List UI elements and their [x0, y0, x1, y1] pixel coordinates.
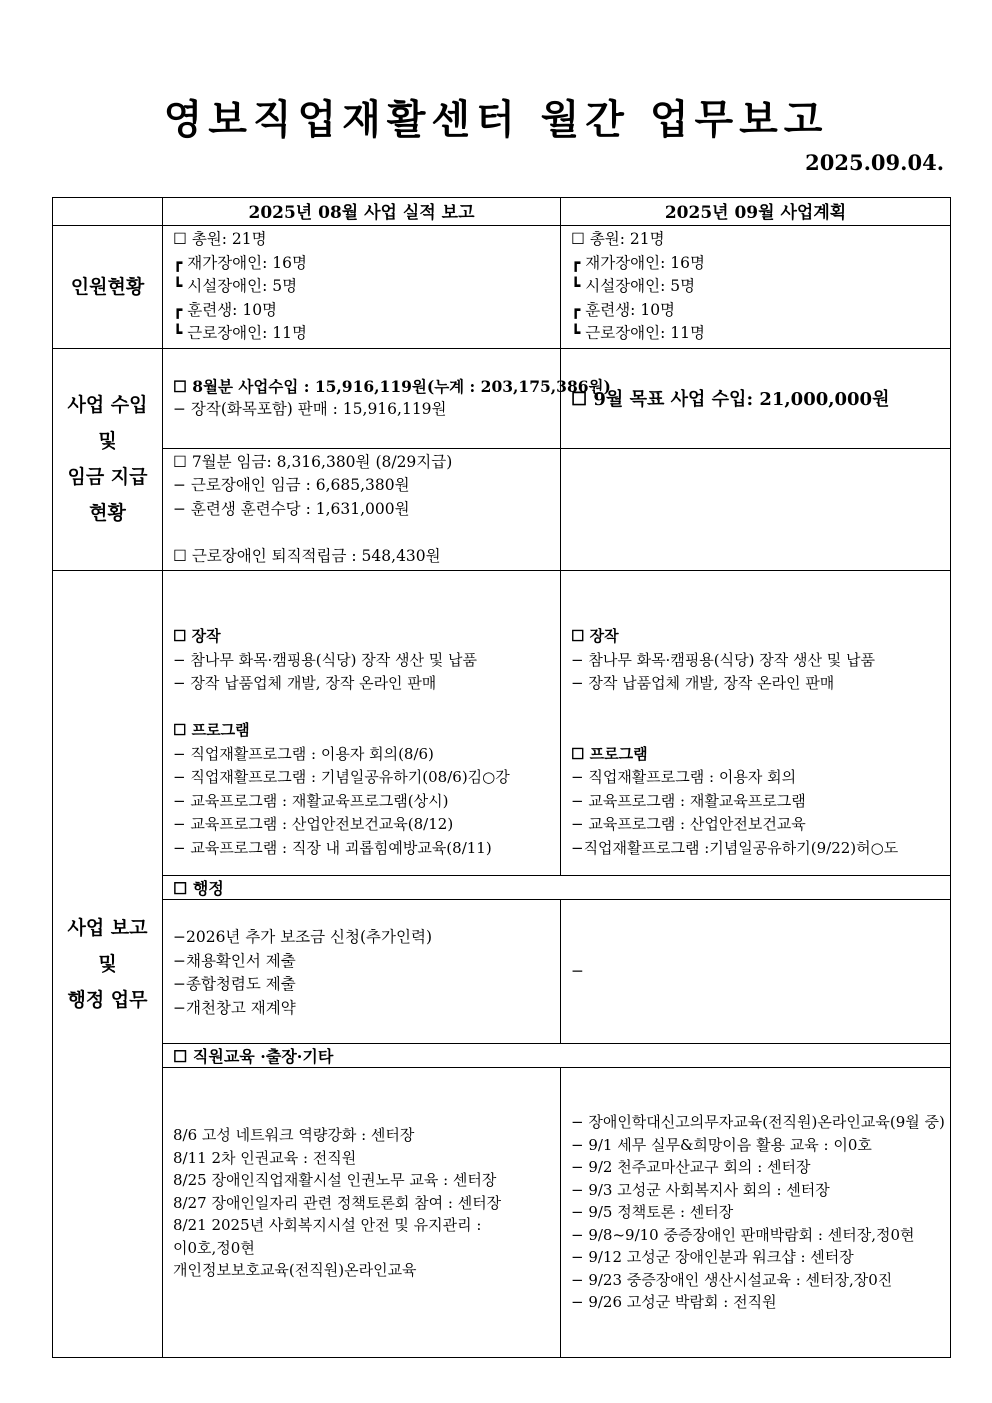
text-line: 사업 보고 — [67, 916, 148, 939]
text-line: −개천창고 재계약 — [173, 998, 296, 1017]
text-line: ┏ 재가장애인: 16명 — [173, 253, 307, 272]
text-line: ☐ 총원: 21명 — [571, 230, 665, 248]
text-line: −2026년 추가 보조금 신청(추가인력) — [173, 928, 432, 946]
text-line: ☐ 프로그램 — [571, 744, 648, 763]
work-sep — [561, 571, 951, 876]
text-line: − 9/5 정책토론 : 센터장 — [571, 1203, 734, 1221]
text-line: ☐ 7월분 임금: 8,316,380원 (8/29지급) — [173, 452, 453, 471]
text-line — [571, 719, 940, 743]
income-aug-wage — [163, 448, 561, 571]
text-line: − 장작 납품업체 개발, 장작 온라인 판매 — [173, 674, 437, 692]
staff-label: 인원현황 — [53, 226, 163, 349]
text-line: − 교육프로그램 : 직장 내 괴롭힘예방교육(8/11) — [173, 838, 492, 857]
text-line: − 교육프로그램 : 산업안전보건교육(8/12) — [173, 815, 454, 833]
text-line — [173, 696, 550, 720]
text-line: ┏ 훈련생: 10명 — [571, 300, 676, 319]
text-line: ☐ 프로그램 — [173, 721, 250, 739]
text-line: ☐ 근로장애인 퇴직적립금 : 548,430원 — [173, 546, 441, 565]
text-line: − 교육프로그램 : 재활교육프로그램 — [571, 791, 806, 810]
text-line: 및 — [98, 952, 117, 975]
text-line: 8/25 장애인직업재활시설 인권노무 교육 : 센터장 — [173, 1171, 497, 1189]
text-line: ┏ 재가장애인: 16명 — [571, 253, 705, 272]
text-line: − 교육프로그램 : 산업안전보건교육 — [571, 815, 806, 833]
text-line: − 9/12 고성군 장애인분과 워크샵 : 센터장 — [571, 1248, 854, 1266]
report-table — [52, 197, 951, 1358]
admin-row — [53, 900, 951, 1044]
income-sep-target: ☐ 9월 목표 사업 수입: 21,000,000원 — [561, 348, 951, 448]
staff-row — [53, 226, 951, 349]
report-date: 2025.09.04. — [805, 150, 944, 175]
text-line: ┗ 근로장애인: 11명 — [173, 324, 307, 342]
staff-sep — [561, 226, 951, 349]
text-line: − 9/3 고성군 사회복지사 회의 : 센터장 — [571, 1180, 830, 1199]
edu-title: ☐ 직원교육 ·출장·기타 — [163, 1044, 951, 1068]
edu-sep — [561, 1068, 951, 1358]
text-line: − 교육프로그램 : 재활교육프로그램(상시) — [173, 791, 449, 810]
text-line: ☐ 총원: 21명 — [173, 230, 267, 248]
text-line: − 장작(화목포함) 판매 : 15,916,119원 — [173, 400, 447, 418]
text-line: − 장애인학대신고의무자교육(전직원)온라인교육(9월 중) — [571, 1113, 945, 1131]
header-report: 2025년 08월 사업 실적 보고 — [163, 198, 561, 226]
text-line: 현황 — [89, 502, 126, 525]
text-line: ┗ 시설장애인: 5명 — [571, 277, 696, 295]
text-line: 8/11 2차 인권교육 : 전직원 — [173, 1148, 357, 1167]
text-line — [571, 696, 940, 720]
text-line: − 훈련생 훈련수당 : 1,631,000원 — [173, 499, 410, 518]
header-plan: 2025년 09월 사업계획 — [561, 198, 951, 226]
report-title: 영보직업재활센터 월간 업무보고 — [163, 96, 829, 143]
text-line: −종합청렴도 제출 — [173, 975, 296, 993]
text-line: 임금 지급 — [67, 466, 148, 489]
admin-aug — [163, 900, 561, 1044]
header-blank — [53, 198, 163, 226]
work-aug — [163, 571, 561, 876]
text-line: ┗ 근로장애인: 11명 — [571, 324, 705, 342]
admin-title: ☐ 행정 — [163, 876, 951, 900]
text-line: − 9/26 고성군 박람회 : 전직원 — [571, 1293, 777, 1311]
edu-aug — [163, 1068, 561, 1358]
text-line: − 직업재활프로그램 : 이용자 회의 — [571, 768, 797, 786]
text-line: 8/21 2025년 사회복지시설 안전 및 유지관리 : — [173, 1216, 482, 1234]
text-line: − 직업재활프로그램 : 기념일공유하기(08/6)김○강 — [173, 768, 510, 786]
text-line: 사업 수입 — [67, 394, 148, 417]
text-line: − 참나무 화목·캠핑용(식당) 장작 생산 및 납품 — [173, 650, 477, 669]
text-line: − 9/23 중증장애인 생산시설교육 : 센터장,장0진 — [571, 1270, 893, 1289]
text-line: 이0호,정0현 — [173, 1238, 255, 1257]
text-line: −직업재활프로그램 :기념일공유하기(9/22)허○도 — [571, 838, 899, 857]
text-line: ┏ 훈련생: 10명 — [173, 300, 278, 319]
text-line: 및 — [98, 430, 117, 453]
admin-title-row — [53, 876, 951, 900]
text-line: − 9/2 천주교마산교구 회의 : 센터장 — [571, 1158, 811, 1176]
text-line: ☐ 장작 — [571, 627, 619, 645]
text-line: − 직업재활프로그램 : 이용자 회의(8/6) — [173, 744, 434, 763]
text-line: ☐ 장작 — [173, 627, 221, 645]
edu-title-row — [53, 1044, 951, 1068]
text-line — [173, 521, 550, 545]
income-sep-wage — [561, 448, 951, 571]
text-line: − 근로장애인 임금 : 6,685,380원 — [173, 476, 410, 494]
text-line: − 9/8~9/10 중증장애인 판매박람회 : 센터장,정0현 — [571, 1225, 915, 1244]
edu-row — [53, 1068, 951, 1358]
work-row — [53, 571, 951, 876]
staff-aug — [163, 226, 561, 349]
business-label — [53, 571, 163, 1358]
text-line: 8/27 장애인일자리 관련 정책토론회 참여 : 센터장 — [173, 1193, 502, 1212]
text-line: 개인정보보호교육(전직원)온라인교육 — [173, 1261, 417, 1279]
text-line: 8/6 고성 네트워크 역량강화 : 센터장 — [173, 1126, 415, 1144]
text-line: −채용확인서 제출 — [173, 951, 296, 970]
text-line: ☐ 8월분 사업수입 : 15,916,119원(누계 : 203,175,386원) — [173, 376, 611, 396]
income-sales-row — [53, 348, 951, 448]
income-aug-sales — [163, 348, 611, 448]
header-row — [53, 198, 951, 226]
text-line: − 참나무 화목·캠핑용(식당) 장작 생산 및 납품 — [571, 650, 875, 669]
admin-sep: − — [561, 900, 951, 1044]
text-line: − 9/1 세무 실무&희망이음 활용 교육 : 이0호 — [571, 1135, 872, 1154]
text-line: − 장작 납품업체 개발, 장작 온라인 판매 — [571, 674, 835, 692]
income-label — [53, 348, 163, 571]
text-line: ┗ 시설장애인: 5명 — [173, 277, 298, 295]
text-line: 행정 업무 — [67, 989, 148, 1012]
income-wage-row — [53, 448, 951, 571]
